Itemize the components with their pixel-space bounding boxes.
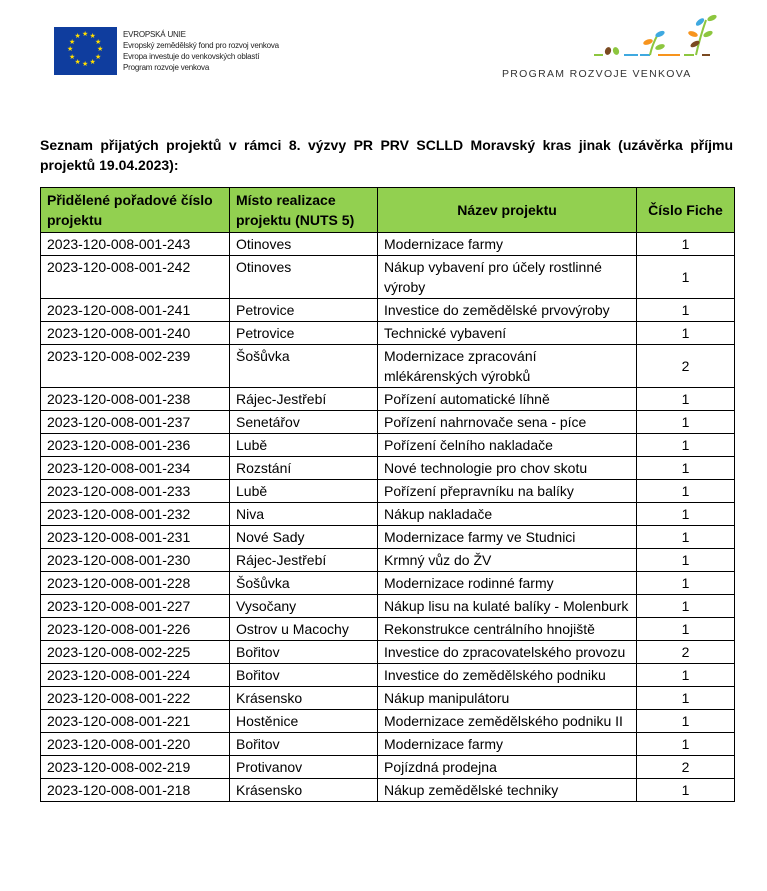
- table-row: [41, 480, 735, 503]
- cell-place: Šošůvka: [230, 345, 378, 388]
- cell-fiche: 1: [637, 434, 735, 457]
- cell-place: Bořitov: [230, 641, 378, 664]
- cell-place: Vysočany: [230, 595, 378, 618]
- eu-flag-icon: [54, 27, 117, 75]
- cell-place: Niva: [230, 503, 378, 526]
- star-icon: ★: [74, 58, 81, 66]
- table-row: [41, 733, 735, 756]
- cell-project-name: Technické vybavení: [378, 322, 637, 345]
- table-row: [41, 322, 735, 345]
- table-row: [41, 388, 735, 411]
- cell-place: Rájec-Jestřebí: [230, 549, 378, 572]
- cell-project-number: 2023-120-008-001-222: [41, 687, 230, 710]
- table-row: [41, 503, 735, 526]
- cell-project-name: Modernizace zemědělského podniku II: [378, 710, 637, 733]
- star-icon: ★: [69, 38, 76, 46]
- cell-place: Otinoves: [230, 233, 378, 256]
- cell-project-name: Pořízení automatické líhně: [378, 388, 637, 411]
- cell-project-number: 2023-120-008-001-232: [41, 503, 230, 526]
- cell-fiche: 1: [637, 664, 735, 687]
- table-row: [41, 710, 735, 733]
- cell-fiche: 1: [637, 411, 735, 434]
- table-row: [41, 411, 735, 434]
- cell-place: Otinoves: [230, 256, 378, 299]
- cell-fiche: 1: [637, 572, 735, 595]
- table-row: [41, 233, 735, 256]
- star-icon: ★: [94, 38, 102, 46]
- table-row: [41, 457, 735, 480]
- cell-project-name: Rekonstrukce centrálního hnojiště: [378, 618, 637, 641]
- cell-fiche: 1: [637, 710, 735, 733]
- star-icon: ★: [74, 33, 81, 40]
- table-row: [41, 434, 735, 457]
- cell-project-name: Pořízení čelního nakladače: [378, 434, 637, 457]
- star-icon: ★: [89, 33, 96, 40]
- table-row: [41, 526, 735, 549]
- cell-project-number: 2023-120-008-001-237: [41, 411, 230, 434]
- cell-project-number: 2023-120-008-001-241: [41, 299, 230, 322]
- cell-project-number: 2023-120-008-002-225: [41, 641, 230, 664]
- eu-logo-line: Program rozvoje venkova: [123, 63, 210, 72]
- cell-project-number: 2023-120-008-001-227: [41, 595, 230, 618]
- table-row: [41, 618, 735, 641]
- star-icon: ★: [94, 53, 102, 61]
- column-header-project-name: Název projektu: [378, 188, 637, 233]
- cell-place: Senetářov: [230, 411, 378, 434]
- cell-fiche: 1: [637, 687, 735, 710]
- cell-project-number: 2023-120-008-001-230: [41, 549, 230, 572]
- eu-logo-text: [123, 29, 279, 73]
- table-row: [41, 595, 735, 618]
- cell-project-name: Nové technologie pro chov skotu: [378, 457, 637, 480]
- cell-place: Šošůvka: [230, 572, 378, 595]
- cell-place: Protivanov: [230, 756, 378, 779]
- cell-project-number: 2023-120-008-001-231: [41, 526, 230, 549]
- cell-place: Ostrov u Macochy: [230, 618, 378, 641]
- eu-logo-line: Evropa investuje do venkovských oblastí: [123, 52, 260, 61]
- table-row: [41, 572, 735, 595]
- cell-place: Nové Sady: [230, 526, 378, 549]
- cell-project-name: Pojízdná prodejna: [378, 756, 637, 779]
- cell-place: Hostěnice: [230, 710, 378, 733]
- page-title-line1: Seznam přijatých projektů v rámci 8. výzvy PR PRV SCLLD Moravský kras jinak (uzávěrka příjmu: [40, 137, 733, 153]
- cell-fiche: 1: [637, 733, 735, 756]
- table-row: [41, 641, 735, 664]
- cell-project-name: Modernizace farmy: [378, 233, 637, 256]
- star-icon: ★: [67, 46, 74, 53]
- cell-fiche: 2: [637, 641, 735, 664]
- page-title-line2: projektů 19.04.2023):: [40, 157, 179, 173]
- star-icon: ★: [97, 46, 104, 53]
- table-header-row: [41, 188, 735, 233]
- cell-project-number: 2023-120-008-001-234: [41, 457, 230, 480]
- cell-place: Krásensko: [230, 779, 378, 802]
- cell-project-number: 2023-120-008-001-238: [41, 388, 230, 411]
- cell-place: Bořitov: [230, 733, 378, 756]
- cell-project-number: 2023-120-008-001-228: [41, 572, 230, 595]
- cell-project-name: Nákup nakladače: [378, 503, 637, 526]
- cell-project-name: Nákup lisu na kulaté balíky - Molenburk: [378, 595, 637, 618]
- table-row: [41, 549, 735, 572]
- cell-place: Lubě: [230, 434, 378, 457]
- column-header-project-number: Přidělené pořadové číslo projektu: [41, 188, 230, 233]
- cell-project-number: 2023-120-008-001-243: [41, 233, 230, 256]
- table-row: [41, 756, 735, 779]
- cell-project-number: 2023-120-008-001-221: [41, 710, 230, 733]
- cell-project-name: Nákup zemědělské techniky: [378, 779, 637, 802]
- star-icon: ★: [82, 61, 89, 68]
- star-icon: ★: [82, 31, 89, 38]
- cell-place: Petrovice: [230, 322, 378, 345]
- cell-fiche: 1: [637, 299, 735, 322]
- cell-project-name: Pořízení přepravníku na balíky: [378, 480, 637, 503]
- cell-project-number: 2023-120-008-001-233: [41, 480, 230, 503]
- cell-project-number: 2023-120-008-001-226: [41, 618, 230, 641]
- cell-project-number: 2023-120-008-001-224: [41, 664, 230, 687]
- cell-fiche: 1: [637, 595, 735, 618]
- eu-logo-line: Evropský zemědělský fond pro rozvoj venkova: [123, 41, 279, 50]
- cell-project-name: Modernizace farmy ve Studnici: [378, 526, 637, 549]
- cell-fiche: 1: [637, 526, 735, 549]
- table-row: [41, 256, 735, 299]
- cell-project-number: 2023-120-008-001-240: [41, 322, 230, 345]
- cell-fiche: 1: [637, 256, 735, 299]
- star-icon: ★: [69, 53, 76, 61]
- table-row: [41, 664, 735, 687]
- cell-place: Rájec-Jestřebí: [230, 388, 378, 411]
- column-header-fiche: Číslo Fiche: [637, 188, 735, 233]
- cell-fiche: 1: [637, 779, 735, 802]
- cell-project-name: Modernizace farmy: [378, 733, 637, 756]
- prv-logo-text: PROGRAM ROZVOJE VENKOVA: [502, 68, 692, 80]
- cell-project-number: 2023-120-008-001-236: [41, 434, 230, 457]
- eu-logo-line: EVROPSKÁ UNIE: [123, 30, 186, 39]
- table-row: [41, 779, 735, 802]
- cell-project-name: Modernizace zpracování mlékárenských výrobků: [378, 345, 637, 388]
- cell-project-name: Investice do zemědělského podniku: [378, 664, 637, 687]
- cell-project-name: Investice do zpracovatelského provozu: [378, 641, 637, 664]
- table-row: [41, 687, 735, 710]
- cell-project-number: 2023-120-008-001-218: [41, 779, 230, 802]
- column-header-place: Místo realizace projektu (NUTS 5): [230, 188, 378, 233]
- cell-fiche: 1: [637, 503, 735, 526]
- cell-fiche: 1: [637, 388, 735, 411]
- table-row: [41, 345, 735, 388]
- cell-fiche: 2: [637, 345, 735, 388]
- cell-fiche: 2: [637, 756, 735, 779]
- star-icon: ★: [89, 58, 96, 66]
- cell-place: Lubě: [230, 480, 378, 503]
- cell-project-name: Nákup vybavení pro účely rostlinné výroby: [378, 256, 637, 299]
- cell-place: Rozstání: [230, 457, 378, 480]
- cell-project-name: Investice do zemědělské prvovýroby: [378, 299, 637, 322]
- cell-fiche: 1: [637, 549, 735, 572]
- page-title: [40, 135, 733, 175]
- cell-project-number: 2023-120-008-002-219: [41, 756, 230, 779]
- cell-project-name: Modernizace rodinné farmy: [378, 572, 637, 595]
- cell-project-name: Nákup manipulátoru: [378, 687, 637, 710]
- projects-table: [40, 187, 735, 802]
- cell-place: Krásensko: [230, 687, 378, 710]
- cell-place: Petrovice: [230, 299, 378, 322]
- cell-fiche: 1: [637, 480, 735, 503]
- cell-fiche: 1: [637, 233, 735, 256]
- cell-place: Bořitov: [230, 664, 378, 687]
- cell-fiche: 1: [637, 322, 735, 345]
- cell-project-number: 2023-120-008-002-239: [41, 345, 230, 388]
- cell-project-number: 2023-120-008-001-242: [41, 256, 230, 299]
- cell-project-name: Krmný vůz do ŽV: [378, 549, 637, 572]
- cell-project-number: 2023-120-008-001-220: [41, 733, 230, 756]
- cell-project-name: Pořízení nahrnovače sena - píce: [378, 411, 637, 434]
- cell-fiche: 1: [637, 457, 735, 480]
- cell-fiche: 1: [637, 618, 735, 641]
- table-row: [41, 299, 735, 322]
